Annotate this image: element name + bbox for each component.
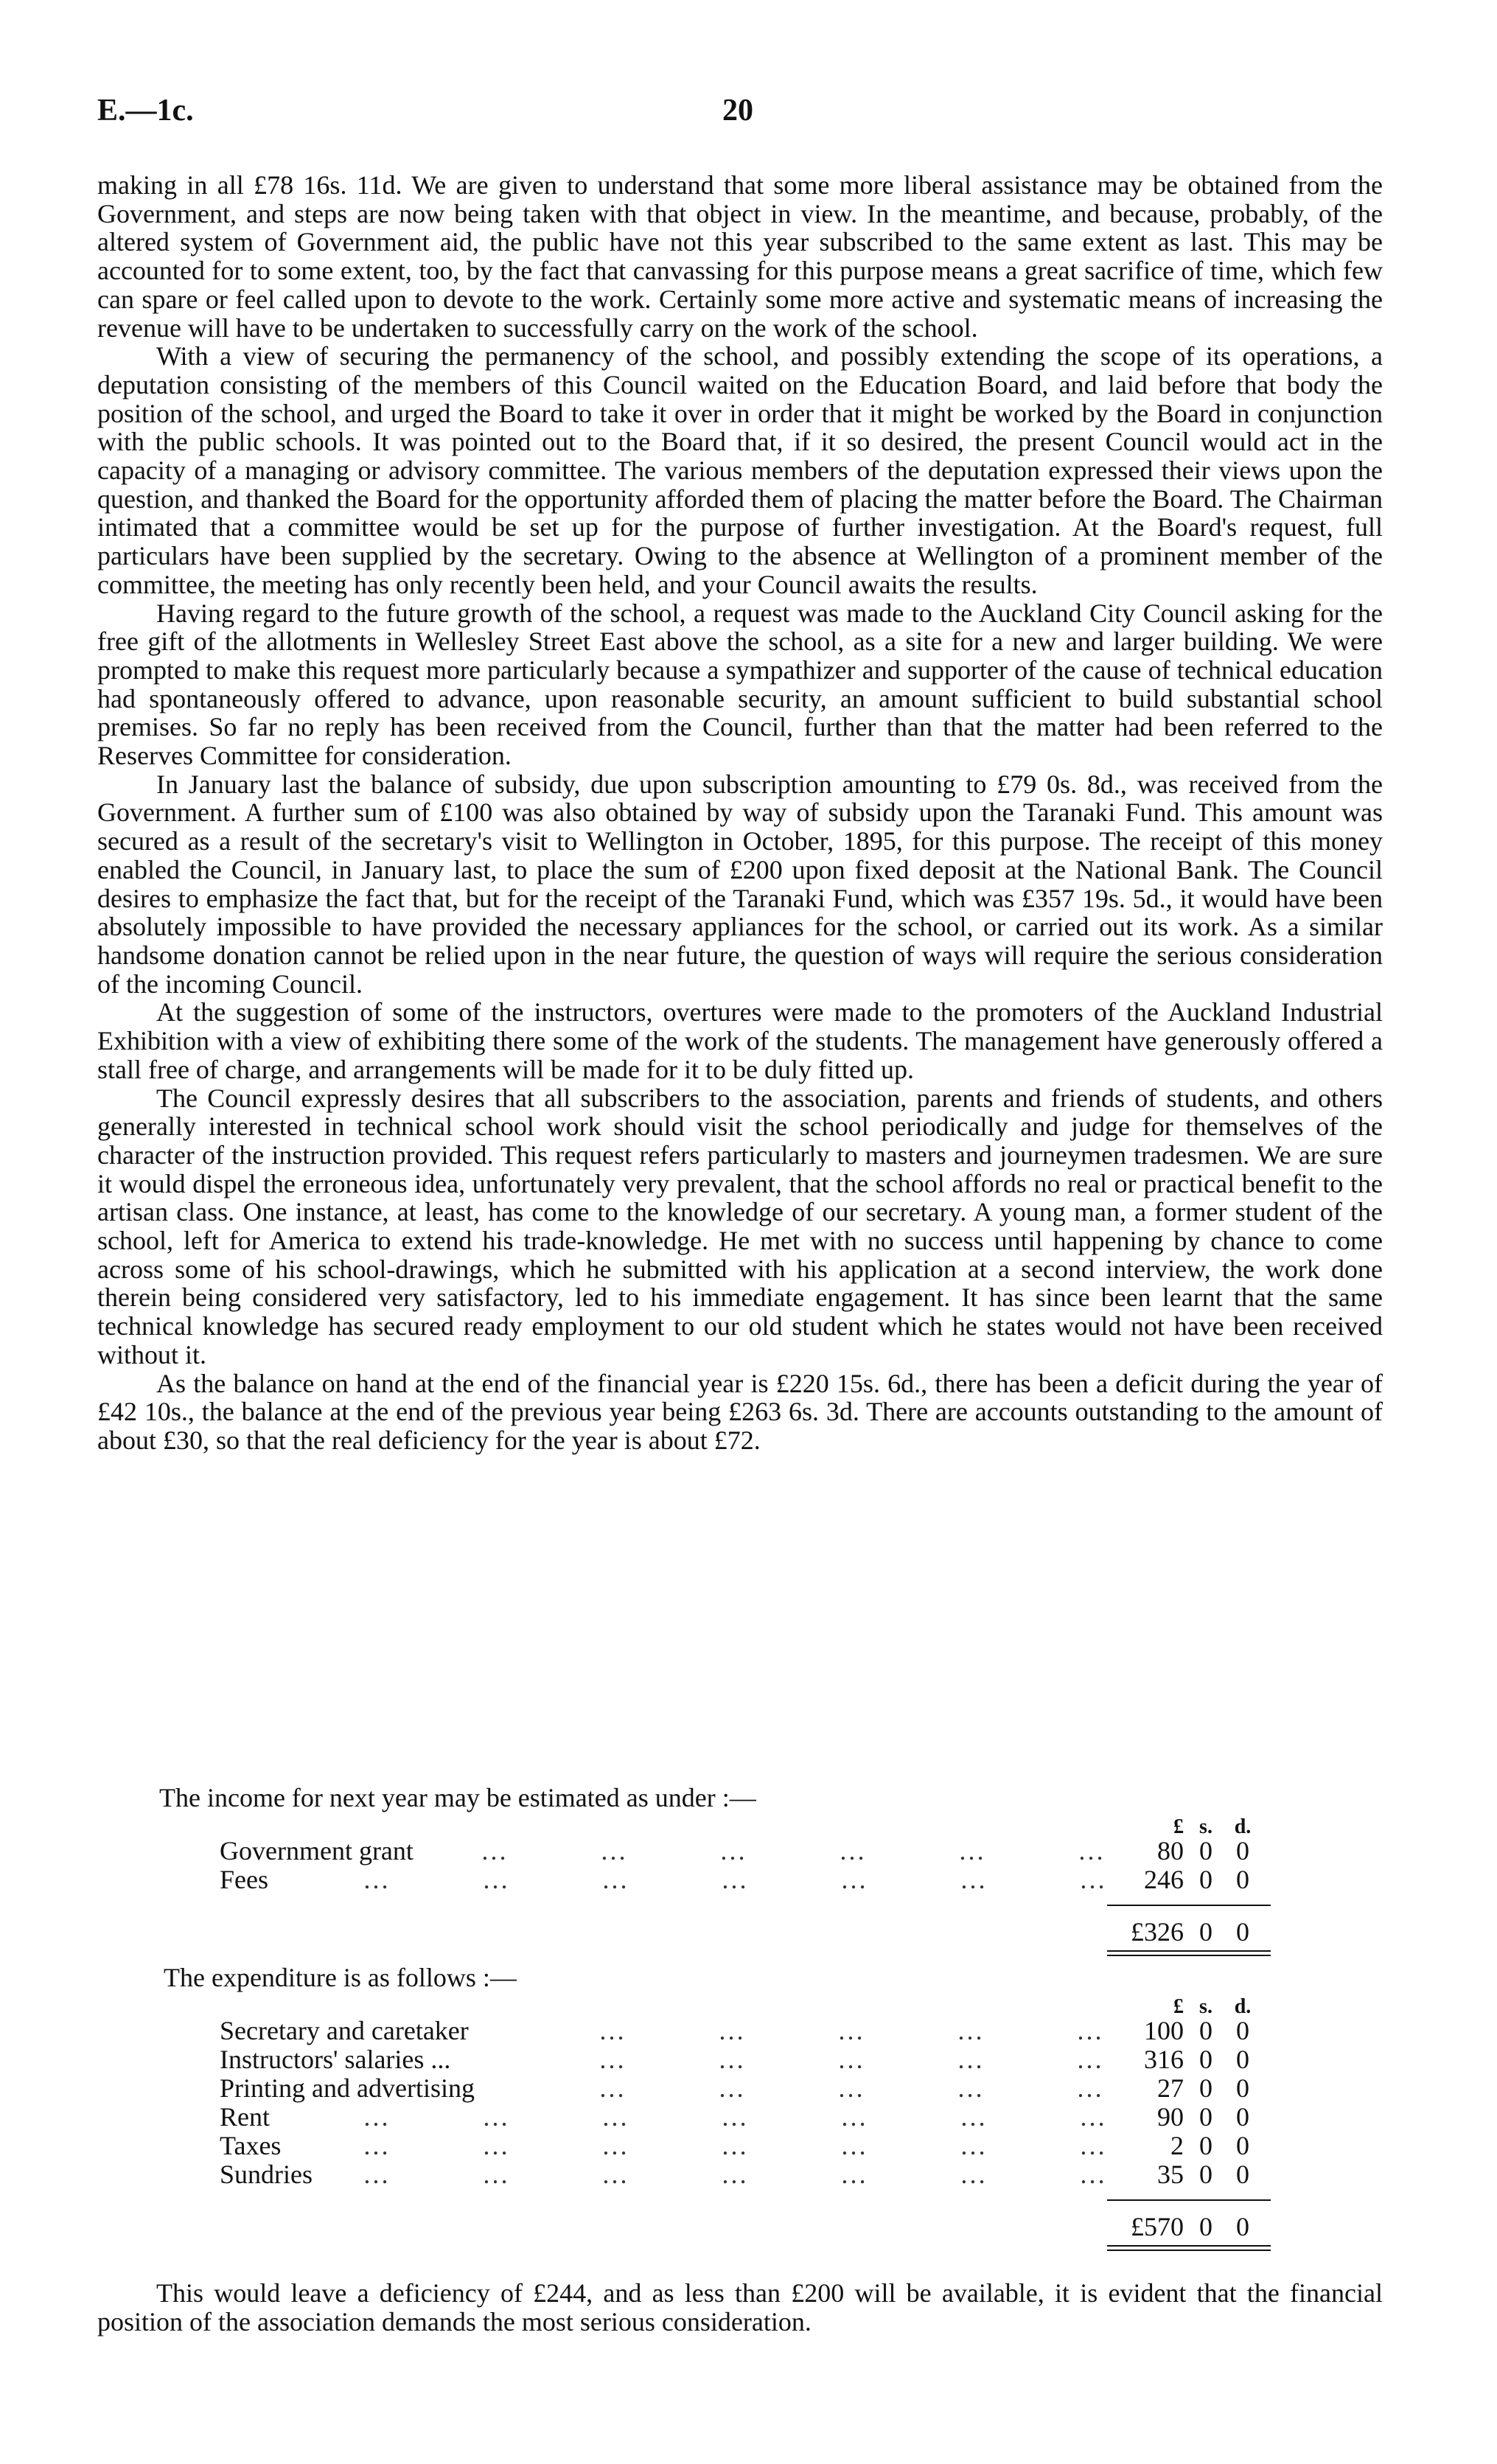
expenditure-pounds: 316 <box>1144 2045 1184 2074</box>
expenditure-subtotal-rule <box>1107 2199 1271 2201</box>
pence-header: d. <box>1234 1995 1252 2018</box>
expenditure-row <box>97 2045 1383 2075</box>
paragraph-balance: As the balance on hand at the end of the financial year is £220 15s. 6d., there has been a deficit during the year of £42 10s., the balance at the end of the previous year being £263 6s. 3d. There are accounts outstanding to the amount of about £30, so that the real deficiency for the year is about £72. <box>97 1368 1383 1455</box>
paragraph-deputation: With a view of securing the permanency of the school, and possibly extending the scope of its operations, a deputation consisting of the members of this Council waited on the Education Board, and laid before that body the position of the school, and urged the Board to take it over in order that it might be worked by the Board in conjunction with the public schools. It was pointed out to the Board that, if it so desired, the present Council would act in the capacity of a managing or advisory committee. The various members of the deputation expressed their views upon the question, and thanked the Board for the opportunity afforded them of placing the matter before the Board. The Chairman intimated that a committee would be set up for the purpose of further investigation. At the Board's request, full particulars have been supplied by the secretary. Owing to the absence at Wellington of a prominent member of the committee, the meeting has only recently been held, and your Council awaits the results. <box>97 341 1383 599</box>
income-label: Fees <box>220 1865 268 1894</box>
expenditure-shillings: 0 <box>1199 2016 1212 2045</box>
expenditure-label: Sundries <box>220 2160 313 2189</box>
leader-dots: … … … … … <box>599 2073 1107 2103</box>
income-intro: The income for next year may be estimated as under :— <box>159 1783 756 1812</box>
income-shillings: 0 <box>1199 1836 1212 1866</box>
paragraph-exhibition: At the suggestion of some of the instructors, overtures were made to the promoters of the Auckland Industrial Exhibition with a view of exhibiting there some of the work of the students. The management have generously offered a stall free of charge, and arrangements will be made for it to be duly fitted up. <box>97 997 1383 1084</box>
income-total-shillings: 0 <box>1199 1917 1212 1947</box>
expenditure-total-row <box>97 2213 1383 2242</box>
income-total-double-rule <box>1107 1950 1271 1956</box>
expenditure-shillings: 0 <box>1199 2160 1212 2189</box>
paragraph-funding: making in all £78 16s. 11d. We are given to understand that some more liberal assistance may be obtained from the Government, and steps are now being taken with that object in view. In the meantime, and because, probably, of the altered system of Government aid, the public have not this year subscribed to the same extent as last. This may be accounted for to some extent, too, by the fact that canvassing for this purpose means a great sacrifice of time, which few can spare or feel called upon to devote to the work. Certainly some more active and systematic means of increasing the revenue will have to be undertaken to successfully carry on the work of the school. <box>97 170 1383 343</box>
expenditure-label: Taxes <box>220 2131 282 2160</box>
income-label: Government grant <box>220 1836 413 1866</box>
page-number: 20 <box>722 94 753 128</box>
expenditure-row <box>97 2017 1383 2046</box>
expenditure-label: Secretary and caretaker <box>220 2016 469 2045</box>
expenditure-label: Printing and advertising <box>220 2073 475 2103</box>
leader-dots: … … … … … … <box>481 1836 1109 1866</box>
income-total-row <box>97 1918 1383 1947</box>
expenditure-pounds: 2 <box>1170 2131 1184 2160</box>
pence-header: d. <box>1234 1815 1252 1838</box>
pounds-header: £ <box>1173 1815 1184 1838</box>
leader-dots: … … … … … <box>599 2045 1107 2074</box>
expenditure-shillings: 0 <box>1199 2045 1212 2074</box>
income-shillings: 0 <box>1199 1865 1212 1894</box>
closing-section <box>97 2279 1383 2336</box>
expenditure-pounds: 100 <box>1144 2016 1184 2045</box>
expenditure-row <box>97 2132 1383 2161</box>
expenditure-pence: 0 <box>1236 2073 1249 2103</box>
expenditure-shillings: 0 <box>1199 2131 1212 2160</box>
paragraph-visits: The Council expressly desires that all subscribers to the association, parents and friends of students, and others generally interested in technical school work should visit the school periodically and judge for themselves of the character of the instruction provided. This request refers particularly to masters and journeymen tradesmen. We are sure it would dispel the erroneous idea, unfortunately very prevalent, that the school affords no real or practical benefit to the artisan class. One instance, at least, has come to the knowledge of our secretary. A young man, a former student of the school, left for America to extend his trade-knowledge. He met with no success until happening by chance to come across some of his school-drawings, which he submitted with his application at a second interview, the work done therein being considered very satisfactory, led to his immediate engagement. It has since been learnt that the same technical knowledge has secured ready employment to our old student which he states would not have been received without it. <box>97 1083 1383 1369</box>
income-pence: 0 <box>1236 1836 1249 1866</box>
expenditure-total-pounds: £570 <box>1131 2212 1184 2241</box>
leader-dots: … … … … … <box>599 2016 1107 2045</box>
expenditure-total-double-rule <box>1107 2245 1271 2251</box>
income-total-pounds: £326 <box>1131 1917 1184 1947</box>
expenditure-shillings: 0 <box>1199 2102 1212 2132</box>
leader-dots: … … … … … … … <box>363 2102 1110 2132</box>
expenditure-pence: 0 <box>1236 2102 1249 2132</box>
expenditure-pence: 0 <box>1236 2160 1249 2189</box>
shillings-header: s. <box>1199 1815 1212 1838</box>
expenditure-total-shillings: 0 <box>1199 2212 1212 2241</box>
income-pounds: 80 <box>1157 1836 1184 1866</box>
expenditure-pounds: 27 <box>1157 2073 1184 2103</box>
expenditure-row <box>97 2074 1383 2104</box>
income-pounds: 246 <box>1144 1865 1184 1894</box>
paragraph-deficiency: This would leave a deficiency of £244, and as less than £200 will be available, it is evident that the financial position of the association demands the most serious consideration. <box>97 2278 1383 2336</box>
leader-dots: … … … … … … … <box>363 2160 1110 2189</box>
income-row <box>97 1866 1383 1895</box>
income-row <box>97 1837 1383 1866</box>
paragraph-site-request: Having regard to the future growth of the school, a request was made to the Auckland City Council asking for the free gift of the allotments in Wellesley Street East above the school, as a site for a new and larger building. We were prompted to make this request more particularly because a sympathizer and supporter of the cause of technical education had spontaneously offered to advance, upon reasonable security, an amount sufficient to build substantial school premises. So far no reply has been received from the Council, further than that the matter had been referred to the Reserves Committee for consideration. <box>97 598 1383 771</box>
expenditure-shillings: 0 <box>1199 2073 1212 2103</box>
expenditure-pence: 0 <box>1236 2045 1249 2074</box>
page-header <box>97 93 1395 137</box>
expenditure-pence: 0 <box>1236 2131 1249 2160</box>
income-pence: 0 <box>1236 1865 1249 1894</box>
expenditure-pounds: 35 <box>1157 2160 1184 2189</box>
expenditure-row <box>97 2103 1383 2132</box>
expenditure-label: Instructors' salaries ... <box>220 2045 451 2074</box>
shillings-header: s. <box>1199 1995 1212 2018</box>
document-reference: E.—1c. <box>97 94 194 128</box>
income-subtotal-rule <box>1107 1905 1271 1906</box>
paragraph-subsidy: In January last the balance of subsidy, due upon subscription amounting to £79 0s. 8d., was received from the Government. A further sum of £100 was also obtained by way of subsidy upon the Taranaki Fund. This amount was secured as a result of the secretary's visit to Wellington in October, 1895, for this purpose. The receipt of this money enabled the Council, in January last, to place the sum of £200 upon fixed deposit at the National Bank. The Council desires to emphasize the fact that, but for the receipt of the Taranaki Fund, which was £357 19s. 5d., it would have been absolutely impossible to have provided the necessary appliances for the school, or carried out its work. As a similar handsome donation cannot be relied upon in the near future, the question of ways will require the serious consideration of the incoming Council. <box>97 769 1383 999</box>
expenditure-row <box>97 2160 1383 2190</box>
expenditure-pence: 0 <box>1236 2016 1249 2045</box>
income-total-pence: 0 <box>1236 1917 1249 1947</box>
leader-dots: … … … … … … … <box>363 1865 1110 1894</box>
pounds-header: £ <box>1173 1995 1184 2018</box>
expenditure-pounds: 90 <box>1157 2102 1184 2132</box>
expenditure-intro: The expenditure is as follows :— <box>164 1963 517 1992</box>
expenditure-label: Rent <box>220 2102 270 2132</box>
expenditure-total-pence: 0 <box>1236 2212 1249 2241</box>
report-body <box>97 171 1383 1455</box>
leader-dots: … … … … … … … <box>363 2131 1110 2160</box>
